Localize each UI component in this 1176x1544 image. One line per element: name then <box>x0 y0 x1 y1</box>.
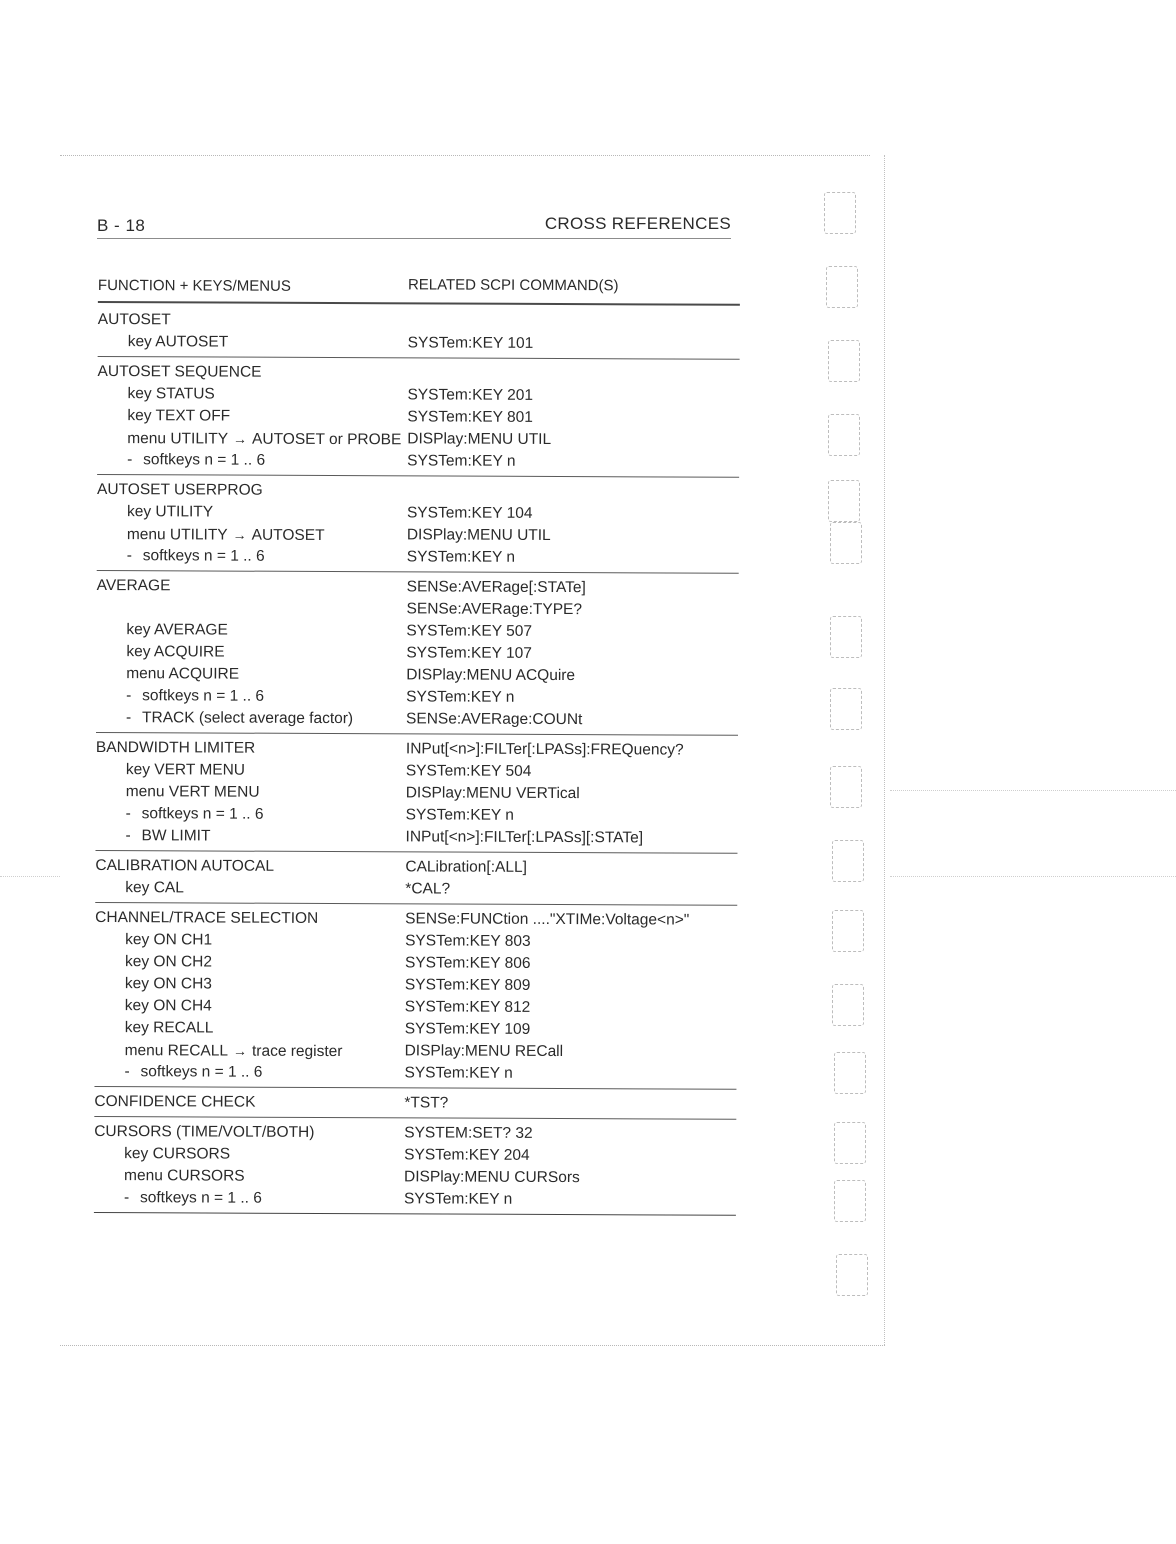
function-label: softkeys n = 1 .. 6 <box>142 687 265 705</box>
table-row <box>96 737 738 762</box>
scan-stray-line <box>890 876 1176 877</box>
table-row <box>96 663 738 688</box>
page-header <box>97 214 731 239</box>
function-name <box>95 907 318 930</box>
scan-edge-right <box>884 155 885 1345</box>
function-label: menu UTILITY <box>126 526 228 544</box>
function-label: TRACK (select average factor) <box>142 709 354 728</box>
list-dash: - <box>125 805 131 823</box>
scpi-command: SYSTem:KEY 806 <box>404 954 531 972</box>
function-label: key STATUS <box>127 385 215 403</box>
index-tab <box>828 414 860 456</box>
key-or-menu-entry <box>125 1039 343 1063</box>
scpi-command: SYSTem:KEY 204 <box>404 1146 530 1164</box>
index-tab <box>830 688 862 730</box>
scpi-command: SENSe:AVERage:COUNt <box>406 710 583 729</box>
function-label: AUTOSET SEQUENCE <box>97 362 262 381</box>
function-label: softkeys n = 1 .. 6 <box>142 547 265 565</box>
function-name <box>95 855 274 878</box>
table-row <box>97 523 739 548</box>
table-row <box>95 1017 737 1042</box>
table-row <box>98 309 740 334</box>
table-row <box>97 427 739 452</box>
function-label: CHANNEL/TRACE SELECTION <box>95 908 319 927</box>
table-row <box>96 597 738 622</box>
function-name <box>94 1121 314 1144</box>
table-row <box>98 361 740 386</box>
page-number: B - 18 <box>97 216 146 235</box>
table-row <box>95 1039 737 1064</box>
function-label: key UTILITY <box>126 503 214 521</box>
scpi-command: SYSTem:KEY 812 <box>404 998 531 1016</box>
index-tab <box>834 1180 866 1222</box>
index-tab <box>834 1122 866 1164</box>
index-tab <box>826 266 858 308</box>
table-row <box>94 1121 736 1146</box>
table-row <box>97 545 739 570</box>
table-row <box>94 1143 736 1168</box>
index-tab <box>830 616 862 658</box>
table-row <box>95 907 737 932</box>
scpi-command: CALibration[:ALL] <box>405 858 527 876</box>
scpi-command: SYSTem:KEY n <box>403 1190 513 1208</box>
key-or-menu-entry <box>127 501 213 523</box>
scpi-command: SYSTem:KEY 504 <box>405 762 532 780</box>
scpi-command: DISPlay:MENU UTIL <box>406 526 551 544</box>
list-dash: - <box>127 451 133 469</box>
scpi-command: SYSTem:KEY n <box>405 806 514 824</box>
function-label: key ACQUIRE <box>126 643 225 661</box>
key-or-menu-entry <box>127 523 325 547</box>
scpi-command: SYSTem:KEY 201 <box>407 386 534 404</box>
key-or-menu-entry <box>127 405 230 427</box>
function-name <box>98 361 262 384</box>
scpi-command: SENSe:AVERage:TYPE? <box>406 600 583 619</box>
scpi-command: DISPlay:MENU CURSors <box>404 1168 580 1187</box>
function-label: BANDWIDTH LIMITER <box>95 738 256 757</box>
list-dash: - <box>124 1063 130 1081</box>
function-label: softkeys n = 1 .. 6 <box>141 805 264 823</box>
scan-edge-top <box>60 155 870 156</box>
function-label: BW LIMIT <box>141 827 211 845</box>
table-row <box>94 1061 736 1086</box>
index-tab <box>832 984 864 1026</box>
table-row <box>95 929 737 954</box>
key-or-menu-entry <box>126 825 211 847</box>
index-tab <box>828 480 860 522</box>
index-tab <box>832 910 864 952</box>
function-label: menu VERT MENU <box>125 783 260 801</box>
scpi-command: SYSTem:KEY 104 <box>406 504 533 522</box>
key-or-menu-entry <box>126 663 239 685</box>
index-tab <box>830 766 862 808</box>
binder-index-tabs <box>818 180 878 1310</box>
table-row <box>96 825 738 850</box>
key-or-menu-entry <box>126 781 260 804</box>
table-group <box>97 475 739 574</box>
function-label: CURSORS (TIME/VOLT/BOTH) <box>94 1122 315 1141</box>
key-or-menu-entry <box>125 951 212 973</box>
function-label: menu RECALL <box>124 1042 229 1060</box>
cross-reference-table <box>94 275 740 1216</box>
table-group <box>98 303 740 360</box>
right-arrow-icon: → <box>232 526 247 543</box>
function-label: key ON CH2 <box>124 953 213 971</box>
table-row <box>96 619 738 644</box>
list-dash: - <box>126 547 132 565</box>
key-or-menu-entry <box>126 685 264 708</box>
table-row <box>97 501 739 526</box>
list-dash: - <box>125 827 131 845</box>
function-label: menu ACQUIRE <box>126 665 240 683</box>
function-label: AUTOSET USERPROG <box>97 480 263 499</box>
table-row <box>97 405 739 430</box>
function-label: key ON CH1 <box>125 931 213 949</box>
function-label: key CURSORS <box>124 1145 231 1163</box>
scpi-command: SYSTem:KEY n <box>406 688 515 706</box>
table-row <box>96 707 738 732</box>
scpi-command: DISPlay:MENU ACQuire <box>406 666 576 685</box>
menu-target-label: AUTOSET or PROBE <box>252 430 402 449</box>
table-group <box>95 851 737 906</box>
scpi-command: SENSe:FUNCtion ...."XTIMe:Voltage<n>" <box>405 910 690 929</box>
function-name <box>94 1091 255 1114</box>
function-label: key AVERAGE <box>126 621 228 639</box>
table-group <box>94 1117 736 1216</box>
table-row <box>98 331 740 356</box>
key-or-menu-entry <box>125 973 212 995</box>
table-group <box>97 357 740 478</box>
scpi-command: DISPlay:MENU RECall <box>404 1042 564 1061</box>
table-row <box>96 685 738 710</box>
function-label: softkeys n = 1 .. 6 <box>140 1063 263 1081</box>
function-label: key ON CH4 <box>124 997 212 1015</box>
function-label: CONFIDENCE CHECK <box>94 1092 256 1111</box>
scpi-command: DISPlay:MENU VERTical <box>405 784 580 803</box>
function-label: key AUTOSET <box>127 333 229 351</box>
list-dash: - <box>126 709 132 727</box>
key-or-menu-entry <box>127 545 265 568</box>
scan-edge-bottom <box>60 1345 885 1346</box>
scpi-command: INPut[<n>]:FILTer[:LPASs]:FREQuency? <box>405 740 684 759</box>
scpi-command: SYSTem:KEY n <box>404 1064 513 1082</box>
table-row <box>94 1187 736 1212</box>
key-or-menu-entry <box>126 641 224 663</box>
scpi-command: SYSTem:KEY 109 <box>404 1020 531 1038</box>
function-label: softkeys n = 1 .. 6 <box>139 1189 262 1207</box>
scpi-command: *TST? <box>404 1094 449 1112</box>
key-or-menu-entry <box>126 803 264 826</box>
function-label: menu CURSORS <box>124 1167 245 1185</box>
column-headers <box>98 275 740 306</box>
table-row <box>94 1165 736 1190</box>
table-row <box>97 449 739 474</box>
function-label: menu UTILITY <box>127 430 229 448</box>
function-label: key RECALL <box>124 1019 214 1037</box>
key-or-menu-entry <box>124 1165 245 1188</box>
scpi-command: SYSTem:KEY 803 <box>405 932 531 950</box>
table-row <box>96 803 738 828</box>
function-name <box>97 479 263 502</box>
function-label: key CAL <box>125 879 184 897</box>
column-header-scpi: RELATED SCPI COMMAND(S) <box>407 276 619 295</box>
key-or-menu-entry <box>125 929 212 951</box>
key-or-menu-entry <box>127 383 214 405</box>
key-or-menu-entry <box>124 1061 262 1084</box>
index-tab <box>824 192 856 234</box>
table-row <box>96 641 738 666</box>
table-row <box>97 479 739 504</box>
key-or-menu-entry <box>124 1143 230 1165</box>
list-dash: - <box>126 687 132 705</box>
scan-stray-line <box>0 876 60 877</box>
table-group <box>94 903 737 1090</box>
section-title: CROSS REFERENCES <box>544 214 731 233</box>
scpi-command: SYSTem:KEY 809 <box>404 976 531 994</box>
key-or-menu-entry <box>126 707 353 730</box>
function-name <box>96 737 255 760</box>
scpi-command: *CAL? <box>405 880 451 898</box>
scpi-command: SYSTem:KEY n <box>406 548 516 566</box>
list-dash: - <box>123 1189 130 1207</box>
key-or-menu-entry <box>127 449 265 472</box>
scan-stray-line <box>890 790 1176 791</box>
index-tab <box>830 522 862 564</box>
menu-target-label: AUTOSET <box>251 526 325 544</box>
index-tab <box>836 1254 868 1296</box>
table-row <box>97 575 739 600</box>
key-or-menu-entry <box>126 759 245 782</box>
function-name <box>98 309 171 331</box>
right-arrow-icon: → <box>232 1042 248 1059</box>
scpi-command: SYSTEM:SET? 32 <box>404 1124 533 1142</box>
function-name <box>97 575 171 597</box>
scpi-command: SENSe:AVERage[:STATe] <box>406 578 586 597</box>
table-group <box>96 571 739 736</box>
table-row <box>97 383 739 408</box>
table-row <box>96 759 738 784</box>
index-tab <box>828 340 860 382</box>
key-or-menu-entry <box>126 619 227 641</box>
key-or-menu-entry <box>128 331 229 353</box>
function-label: AVERAGE <box>96 576 171 595</box>
function-label: CALIBRATION AUTOCAL <box>95 856 275 875</box>
function-label: AUTOSET <box>97 310 171 329</box>
function-label: key TEXT OFF <box>127 407 231 425</box>
index-tab <box>834 1052 866 1094</box>
scpi-command: SYSTem:KEY 101 <box>407 334 534 352</box>
table-body <box>94 303 740 1216</box>
table-row <box>95 855 737 880</box>
scpi-command: SYSTem:KEY 107 <box>406 644 532 662</box>
table-row <box>94 1091 736 1116</box>
scpi-command: INPut[<n>]:FILTer[:LPASs][:STATe] <box>405 828 644 847</box>
function-label: key VERT MENU <box>125 761 246 779</box>
function-label: softkeys n = 1 .. 6 <box>143 451 266 469</box>
table-row <box>95 951 737 976</box>
scpi-command: SYSTem:KEY 507 <box>406 622 533 640</box>
table-group <box>94 1087 736 1120</box>
table-row <box>95 877 737 902</box>
scpi-command: SYSTem:KEY 801 <box>407 408 533 426</box>
key-or-menu-entry <box>125 995 212 1017</box>
key-or-menu-entry <box>124 1187 262 1210</box>
table-row <box>96 781 738 806</box>
key-or-menu-entry <box>127 427 401 451</box>
table-row <box>95 973 737 998</box>
scpi-command: SYSTem:KEY n <box>407 452 516 470</box>
right-arrow-icon: → <box>233 430 248 447</box>
index-tab <box>832 840 864 882</box>
key-or-menu-entry <box>125 1017 214 1039</box>
menu-target-label: trace register <box>251 1042 343 1061</box>
column-header-function: FUNCTION + KEYS/MENUS <box>97 276 291 295</box>
scpi-command: DISPlay:MENU UTIL <box>407 430 552 448</box>
table-row <box>95 995 737 1020</box>
table-group <box>95 733 738 854</box>
function-label: key ON CH3 <box>124 975 212 993</box>
key-or-menu-entry <box>125 877 184 899</box>
